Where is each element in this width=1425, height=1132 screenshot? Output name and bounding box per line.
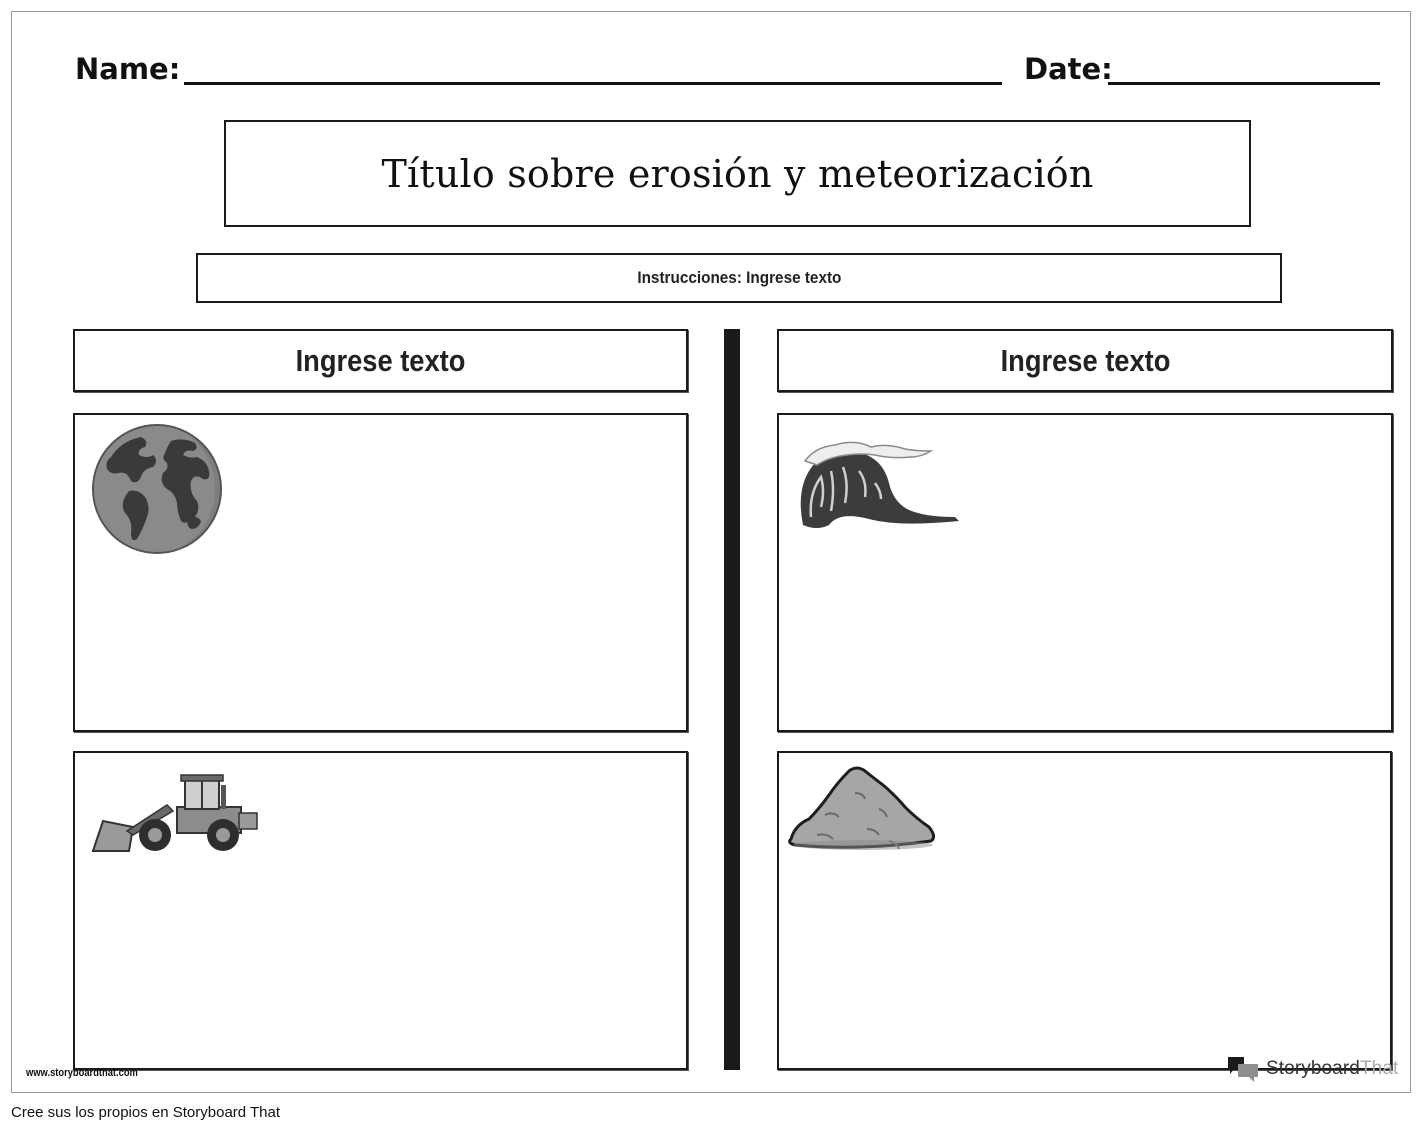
date-line: [1108, 82, 1380, 85]
brand-primary: Storyboard: [1266, 1058, 1360, 1079]
instructions-box[interactable]: [196, 253, 1282, 303]
name-line: [184, 82, 1002, 85]
instructions-text: Instrucciones: Ingrese texto: [636, 268, 842, 287]
rock-pile-icon: [785, 763, 939, 853]
cell-top-left[interactable]: [73, 413, 688, 732]
date-label: Date:: [1024, 52, 1113, 86]
brand-text: [1266, 1058, 1398, 1080]
title-box[interactable]: [224, 120, 1251, 227]
storyboardthat-logo[interactable]: [1226, 1055, 1398, 1083]
name-label: Name:: [75, 52, 181, 86]
wave-icon: [797, 437, 961, 533]
globe-icon: [89, 421, 225, 557]
right-heading-text: Ingrese texto: [1000, 342, 1170, 378]
center-divider: [724, 329, 740, 1070]
cell-bottom-left[interactable]: [73, 751, 688, 1070]
speech-bubbles-icon: [1226, 1055, 1260, 1083]
left-column-heading[interactable]: [73, 329, 688, 392]
left-heading-text: Ingrese texto: [295, 342, 466, 378]
site-url[interactable]: www.storyboardthat.com: [26, 1067, 138, 1079]
cell-bottom-right[interactable]: [777, 751, 1392, 1070]
cell-top-right[interactable]: [777, 413, 1393, 732]
brand-secondary: That: [1359, 1058, 1399, 1079]
title-text: Título sobre erosión y meteorización: [381, 151, 1094, 196]
wheel-loader-icon: [89, 773, 261, 855]
worksheet: [11, 11, 1411, 1093]
right-column-heading[interactable]: [777, 329, 1393, 392]
footer-note: Cree sus los propios en Storyboard That: [11, 1104, 281, 1121]
